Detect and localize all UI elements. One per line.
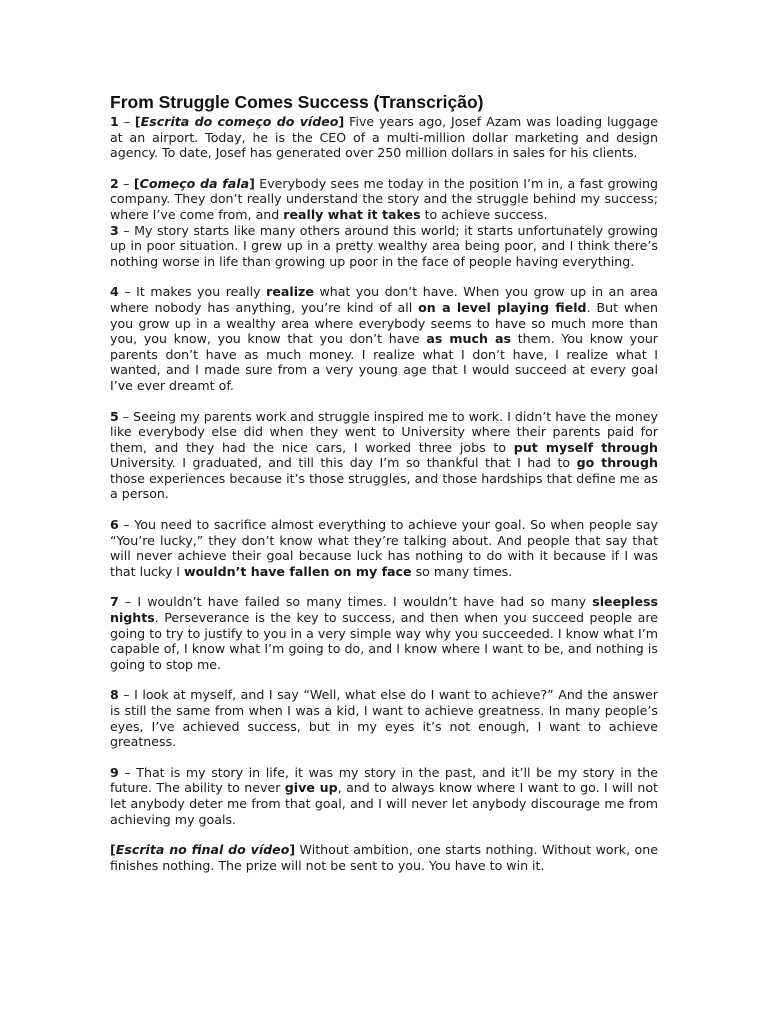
emphasis-text: 7 — [110, 594, 119, 610]
paragraph-text: them. You know your parents don’t have as much money. I realize what I don’t have, I realize what I wanted, and I made sure from a very young age that I would succeed at every goal I’ve ever dreamt of. — [110, 331, 658, 393]
paragraph-text: , and to always know where I want to go. I will not let anybody deter me from that goal, and I will never let anybody discourage me from achieving my goals. — [110, 780, 658, 827]
emphasis-text: 1 — [110, 114, 119, 129]
paragraph-text: – I wouldn’t have failed so many times. I wouldn’t have had so many — [118, 594, 593, 610]
emphasis-text: Começo da fala — [139, 175, 250, 191]
paragraph-text: what you don’t have. When you grow up in an area where nobody has anything, you’re kind of all — [110, 284, 658, 315]
paragraph-text: those experiences because it’s those struggles, and those hardships that define me as a person. — [110, 470, 658, 502]
paragraph-text: – Seeing my parents work and struggle inspired me to work. I didn’t have the money like everybody else did when they went to University where their parents paid for them, and they had the nice cars, I worked three jobs to — [110, 408, 658, 455]
paragraph — [110, 765, 658, 827]
emphasis-text: go through — [576, 455, 658, 471]
emphasis-text: [ — [133, 175, 140, 191]
paragraph-text: – — [118, 114, 135, 129]
paragraph — [110, 409, 658, 503]
paragraph — [110, 176, 658, 223]
emphasis-text: ] — [289, 842, 296, 858]
paragraph — [110, 517, 658, 579]
paragraph-text: Without ambition, one starts nothing. Without work, one finishes nothing. The prize will not be sent to you. You have to win it. — [110, 842, 658, 873]
paragraph-text: to achieve success. — [420, 206, 548, 222]
emphasis-text: Escrita do começo do vídeo — [140, 114, 339, 129]
paragraph — [110, 114, 658, 161]
emphasis-text: 4 — [110, 284, 119, 300]
document-page — [110, 92, 658, 888]
paragraph-text: . Perseverance is the key to success, and then when you succeed people are going to try to justify to you in a very simple way why you succeeded. I know what I’m capable of, I know what I’m going to do, and I know where I want to be, and nothing is going to stop me. — [110, 610, 658, 672]
emphasis-text: 2 — [110, 175, 119, 191]
paragraph-text: – You need to sacrifice almost everything to achieve your goal. So when people say “You’re lucky,” they don’t know what they’re talking about. And people that say that will never achieve their goal because luck has nothing to do with it because if I was that lucky I — [110, 517, 658, 579]
paragraph-text: – That is my story in life, it was my story in the past, and it’ll be my story in the future. The ability to never — [110, 764, 658, 796]
emphasis-text: put myself through — [513, 439, 658, 455]
paragraph — [110, 687, 658, 749]
emphasis-text: give up — [284, 780, 338, 796]
page-title: From Struggle Comes Success (Transcrição) — [110, 92, 484, 112]
emphasis-text: 3 — [110, 222, 119, 238]
paragraph — [110, 284, 658, 393]
emphasis-text: 5 — [110, 408, 119, 424]
paragraph — [110, 594, 658, 672]
paragraph-text: – My story starts like many others around this world; it starts unfortunately growing up in poor situation. I grew up in a pretty wealthy area being poor, and I think there’s nothing worse in life than growing up poor in the face of people having everything. — [110, 222, 658, 269]
emphasis-text: Escrita no final do vídeo — [115, 842, 290, 858]
emphasis-text: [ — [134, 114, 141, 129]
emphasis-text: as much as — [426, 331, 512, 347]
paragraph-text: Everybody sees me today in the position I’m in, a fast growing company. They don’t really understand the story and the struggle behind my success; where I’ve come from, and — [110, 175, 658, 222]
paragraph — [110, 223, 658, 270]
transcript-body — [110, 114, 658, 873]
emphasis-text: realize — [266, 284, 314, 300]
paragraph-text: – — [118, 175, 134, 191]
emphasis-text: 6 — [110, 517, 119, 533]
emphasis-text: 8 — [110, 687, 119, 703]
emphasis-text: ] — [338, 114, 345, 129]
emphasis-text: wouldn’t have fallen on my face — [184, 563, 412, 579]
paragraph-text: – It makes you really — [118, 284, 267, 300]
emphasis-text: really what it takes — [283, 206, 421, 222]
emphasis-text: 9 — [110, 764, 119, 780]
paragraph-text: – I look at myself, and I say “Well, what else do I want to achieve?” And the answer is still the same from when I was a kid, I want to achieve greatness. In many people’s eyes, I’ve achieved success, but in my eyes it’s not enough, I want to achieve greatness. — [110, 687, 658, 750]
emphasis-text: [ — [110, 842, 116, 858]
emphasis-text: sleepless nights — [110, 594, 658, 626]
emphasis-text: ] — [249, 175, 255, 191]
paragraph-text: so many times. — [411, 563, 513, 579]
emphasis-text: on a level playing field — [418, 299, 587, 315]
paragraph — [110, 842, 658, 873]
paragraph-text: Five years ago, Josef Azam was loading luggage at an airport. Today, he is the CEO of a multi-million dollar marketing and design agency. To date, Josef has generated over 250 million dollars in sales for his clients. — [110, 114, 658, 161]
paragraph-text: University. I graduated, and till this day I’m so thankful that I had to — [110, 455, 577, 471]
paragraph-text: . But when you grow up in a wealthy area where everybody seems to have so much more than you, you know, you know that you don’t have — [110, 299, 658, 347]
